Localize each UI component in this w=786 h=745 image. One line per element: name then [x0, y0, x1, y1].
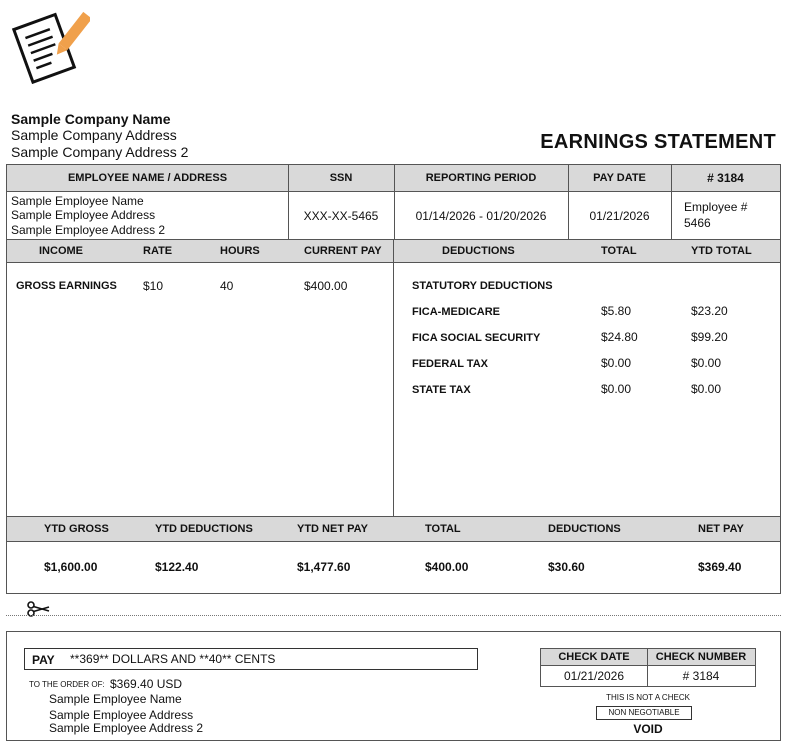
void-label: VOID — [633, 722, 663, 736]
deduction-row-total: $0.00 — [601, 356, 632, 370]
income-row-hours: 40 — [220, 279, 234, 293]
net-pay-value: $369.40 — [698, 560, 742, 574]
statutory-deductions-label: STATUTORY DEDUCTIONS — [412, 280, 553, 292]
non-negotiable-badge: NON NEGOTIABLE — [596, 706, 692, 720]
net-pay-header: NET PAY — [698, 523, 744, 535]
ytd-gross-header: YTD GROSS — [44, 523, 109, 535]
deduction-row-total: $24.80 — [601, 330, 638, 344]
ssn-value: XXX-XX-5465 — [303, 209, 379, 223]
company-address-2: Sample Company Address 2 — [11, 144, 189, 160]
income-row-label: GROSS EARNINGS — [16, 280, 117, 292]
deduction-row-label: FEDERAL TAX — [412, 358, 488, 370]
pay-date-value: 01/21/2026 — [589, 209, 650, 223]
deductions-header: DEDUCTIONS — [442, 245, 515, 257]
employee-address: Sample Employee Address — [11, 208, 156, 222]
rate-header: RATE — [143, 245, 173, 257]
deduction-row-total: $0.00 — [601, 382, 632, 396]
employee-address-2: Sample Employee Address 2 — [11, 223, 166, 237]
employee-id-label: Employee # — [684, 200, 748, 214]
total-header: TOTAL — [601, 245, 637, 257]
income-row-rate: $10 — [143, 279, 164, 293]
summary-deductions-header: DEDUCTIONS — [548, 523, 621, 535]
deduction-row-ytd: $0.00 — [691, 382, 722, 396]
income-header: INCOME — [39, 245, 83, 257]
pay-amount-words: **369** DOLLARS AND **40** CENTS — [70, 652, 276, 666]
summary-table — [6, 516, 781, 594]
employee-name: Sample Employee Name — [11, 194, 144, 208]
company-name: Sample Company Name — [11, 111, 171, 127]
ytd-net-pay-value: $1,477.60 — [297, 560, 351, 574]
deduction-row-total: $5.80 — [601, 304, 632, 318]
deduction-row-ytd: $99.20 — [691, 330, 728, 344]
pay-line-box — [24, 648, 478, 670]
current-pay-header: CURRENT PAY — [304, 245, 382, 257]
check-number-value: # 3184 — [682, 669, 720, 683]
check-info-table — [540, 648, 756, 687]
check-number-header: CHECK NUMBER — [655, 651, 747, 663]
reporting-period-header: REPORTING PERIOD — [425, 172, 537, 184]
not-a-check-notice: THIS IS NOT A CHECK — [606, 693, 690, 702]
deduction-row-ytd: $23.20 — [691, 304, 728, 318]
deduction-row-label: FICA-MEDICARE — [412, 306, 500, 318]
pay-date-header: PAY DATE — [593, 172, 646, 184]
cut-line — [6, 615, 781, 616]
summary-total-value: $400.00 — [425, 560, 469, 574]
summary-total-header: TOTAL — [425, 523, 461, 535]
document-pencil-icon — [10, 6, 90, 84]
payee-address-2: Sample Employee Address 2 — [49, 721, 204, 735]
ytd-deductions-value: $122.40 — [155, 560, 199, 574]
employee-id: 5466 — [684, 216, 711, 230]
ytd-net-pay-header: YTD NET PAY — [297, 523, 368, 535]
earnings-table — [6, 239, 781, 517]
summary-deductions-value: $30.60 — [548, 560, 585, 574]
check-stub — [6, 631, 781, 741]
check-date-header: CHECK DATE — [558, 651, 630, 663]
employee-info-table — [6, 164, 781, 240]
ytd-gross-value: $1,600.00 — [44, 560, 98, 574]
reporting-period-value: 01/14/2026 - 01/20/2026 — [415, 209, 547, 223]
check-amount: $369.40 USD — [110, 677, 183, 691]
ssn-header: SSN — [329, 172, 353, 184]
pay-label: PAY — [32, 653, 55, 667]
order-of-label: TO THE ORDER OF: — [29, 680, 105, 689]
statement-title: EARNINGS STATEMENT — [540, 131, 776, 153]
deduction-row-label: FICA SOCIAL SECURITY — [412, 332, 541, 344]
deduction-row-ytd: $0.00 — [691, 356, 722, 370]
ytd-deductions-header: YTD DEDUCTIONS — [155, 523, 253, 535]
payee-address: Sample Employee Address — [49, 708, 194, 722]
income-row-current: $400.00 — [304, 279, 348, 293]
ytd-total-header: YTD TOTAL — [691, 245, 752, 257]
company-address: Sample Company Address — [11, 127, 177, 143]
employee-name-header: EMPLOYEE NAME / ADDRESS — [67, 172, 228, 184]
payee-name: Sample Employee Name — [49, 692, 182, 706]
deduction-row-label: STATE TAX — [412, 384, 471, 396]
statement-number: # 3184 — [707, 171, 744, 185]
check-date-value: 01/21/2026 — [563, 669, 625, 683]
hours-header: HOURS — [220, 245, 260, 257]
